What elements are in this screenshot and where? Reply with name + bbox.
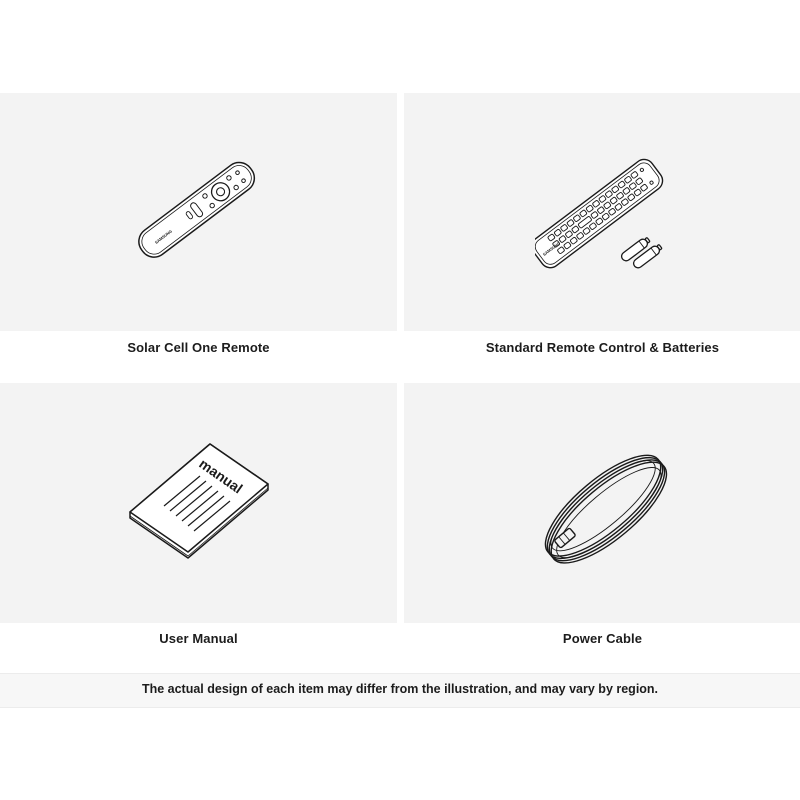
battery-icon bbox=[620, 236, 663, 270]
item-label-standard-remote: Standard Remote Control & Batteries bbox=[485, 340, 720, 355]
item-label-user-manual: User Manual bbox=[159, 631, 238, 646]
power-cable-icon bbox=[535, 443, 675, 573]
item-label-power-cable: Power Cable bbox=[562, 631, 643, 646]
disclaimer-text: The actual design of each item may differ from the illustration, and may vary by region. bbox=[141, 682, 659, 696]
svg-text:manual: manual bbox=[196, 455, 246, 497]
svg-text:SAMSUNG: SAMSUNG bbox=[153, 228, 174, 245]
standard-remote-batteries-icon bbox=[535, 144, 675, 279]
svg-text:SAMSUNG: SAMSUNG bbox=[541, 240, 562, 257]
solar-remote-icon bbox=[128, 148, 268, 273]
item-label-solar-remote: Solar Cell One Remote bbox=[127, 340, 270, 355]
manual-book-icon bbox=[124, 440, 274, 565]
